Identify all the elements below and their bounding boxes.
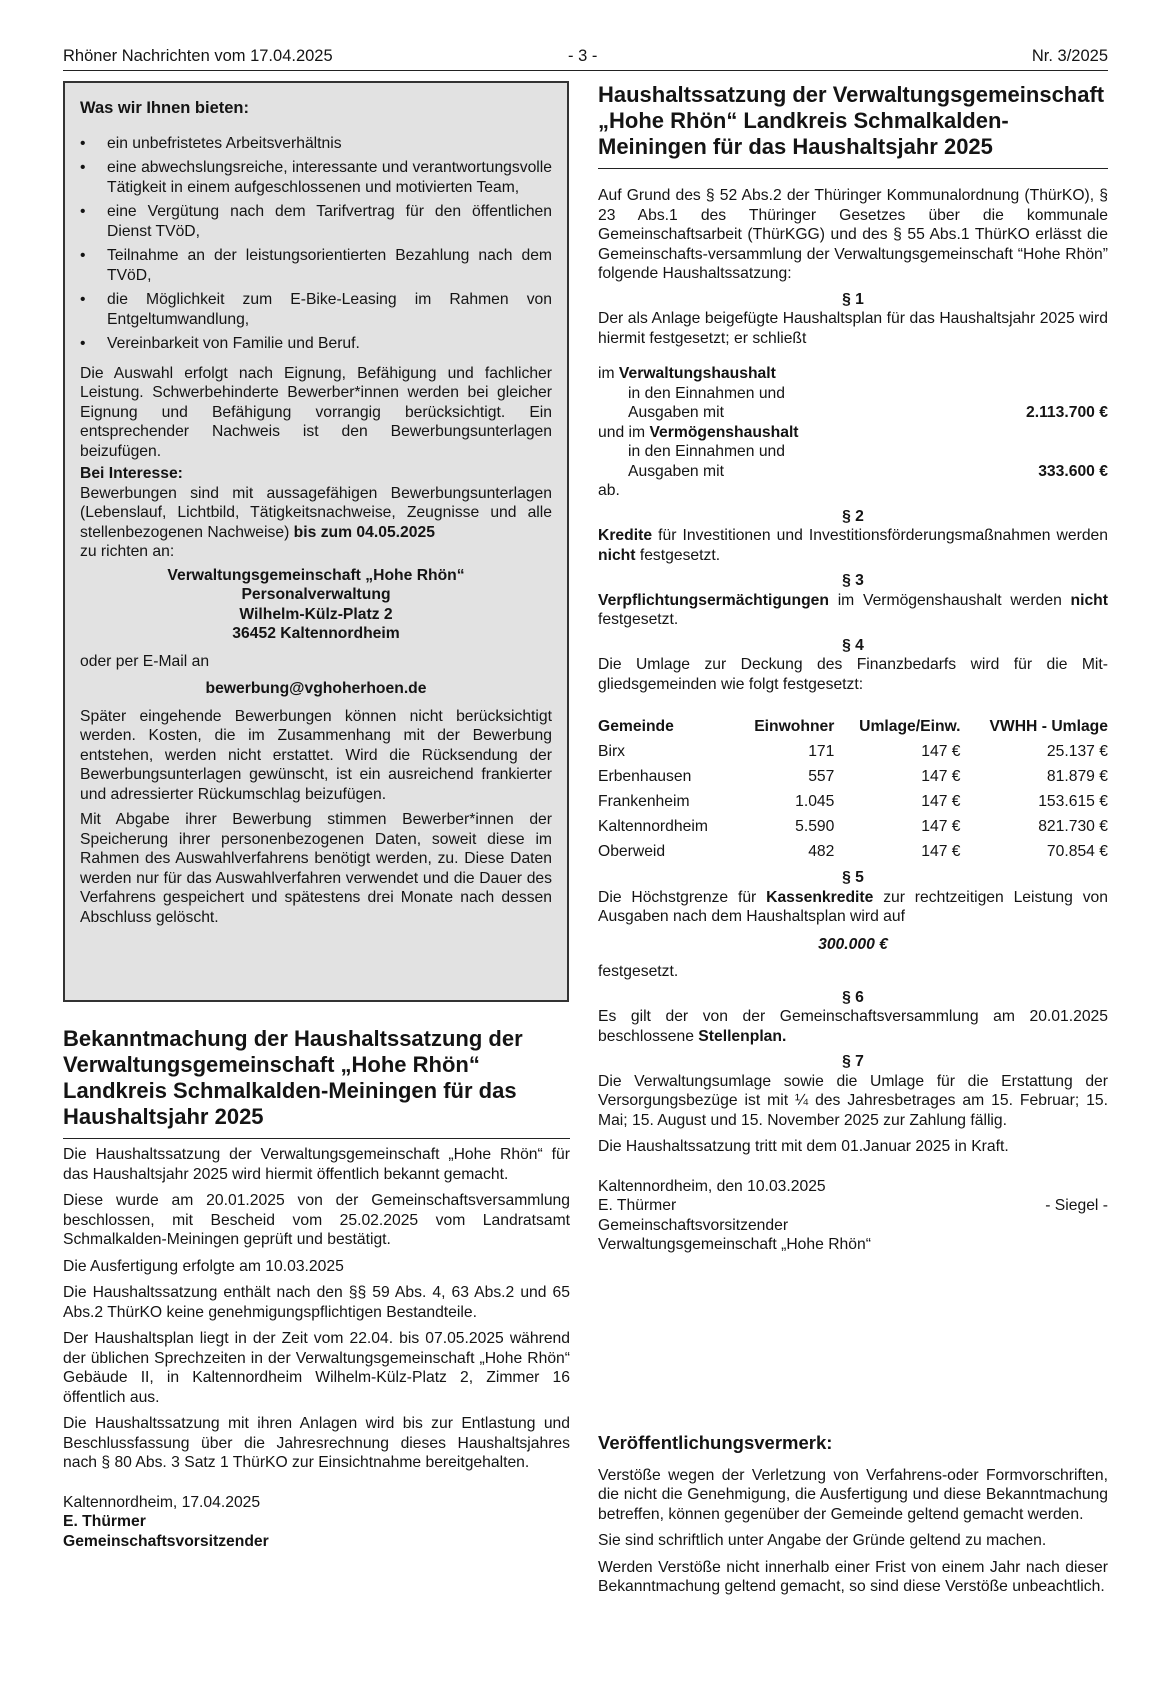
asset-budget-label: und im Vermögenshaushalt bbox=[598, 423, 799, 441]
statute-signer-org: Verwaltungsgemeinschaft „Hohe Rhön“ bbox=[598, 1236, 871, 1253]
list-item: • Vereinbarkeit von Familie und Beruf. bbox=[80, 335, 360, 352]
page-number: - 3 - bbox=[568, 47, 598, 65]
section-5-end: festgesetzt. bbox=[598, 963, 679, 980]
table-row: Birx 171 147 € 25.137 € bbox=[598, 742, 1108, 760]
statute-intro: Auf Grund des § 52 Abs.2 der Thüringer Kommunalordnung (ThürKO), § 23 Abs.1 des Thüringer Gesetzes über die kommunale Gemeinschaftsarbeit (ThürKGG) und des § 55 Abs.1 ThürKO erlässt die Gemeinschafts-versammlung der Verwaltungsgemeinschaft “Hohe Rhön” folgende Haushaltssatzung: bbox=[598, 187, 1108, 282]
closing-ab: ab. bbox=[598, 482, 620, 499]
publication-note-paragraph: Sie sind schriftlich unter Angabe der Gründe geltend zu machen. bbox=[598, 1532, 1047, 1549]
page-header bbox=[63, 47, 1108, 71]
column-header: Umlage/Einw. bbox=[859, 717, 961, 735]
section-2-heading: § 2 bbox=[842, 507, 864, 525]
asset-budget-row: Ausgaben mit 333.600 € bbox=[628, 462, 1108, 480]
column-header: Einwohner bbox=[754, 717, 835, 735]
section-5-heading: § 5 bbox=[842, 869, 864, 886]
statute-signer-role: Gemeinschaftsvorsitzender bbox=[598, 1216, 789, 1234]
interest-text: Bewerbungen sind mit aussagefähigen Bewerbungsunterlagen (Lebenslauf, Lichtbild, Tätigkeitsnachweise, Zeugnisse und alle stellenbezogenen Nachweise) bis zum 04.05.2025 bbox=[80, 484, 552, 541]
announcement-signer-role: Gemeinschaftsvorsitzender bbox=[63, 1532, 269, 1550]
publication-note bbox=[598, 1433, 1108, 1597]
email-intro: oder per E-Mail an bbox=[80, 652, 210, 670]
column-header: VWHH - Umlage bbox=[989, 717, 1108, 735]
income-label: in den Einnahmen und bbox=[628, 384, 785, 402]
statute-signer: E. Thürmer bbox=[598, 1197, 677, 1214]
email-link[interactable]: bewerbung@vghoherhoen.de bbox=[205, 680, 427, 697]
issue-number: Nr. 3/2025 bbox=[1031, 47, 1108, 65]
section-1-text: Der als Anlage beigefügte Haushaltsplan für das Haushaltsjahr 2025 wird hiermit festgesetzt; er schließt bbox=[598, 310, 1108, 347]
seal-label: - Siegel - bbox=[1045, 1197, 1108, 1214]
publication-note-paragraph: Verstöße wegen der Verletzung von Verfahrens-oder Formvorschriften, die nicht die Genehmigung, die Ausfertigung und diese Bekanntmachung betreffen, können gegenüber der Gemeinde geltend gemacht werden. bbox=[598, 1466, 1108, 1523]
offer-list bbox=[80, 134, 552, 354]
table-row: Oberweid 482 147 € 70.854 € bbox=[598, 842, 1108, 860]
asset-budget-amount: 333.600 € bbox=[1038, 462, 1108, 480]
list-item: • eine Vergütung nach dem Tarifvertrag für den öffentlichen Dienst TVöD, bbox=[80, 203, 552, 240]
interest-title: Bei Interesse: bbox=[80, 465, 183, 482]
levy-table bbox=[598, 714, 1108, 864]
list-item: • eine abwechslungsreiche, interessante und verantwortungsvolle Tätigkeit in einem aufgeschlossenen und motivierten Team, bbox=[80, 159, 552, 196]
section-6-heading: § 6 bbox=[842, 988, 864, 1006]
job-offer-box bbox=[63, 81, 569, 1002]
budget-statute-article bbox=[598, 82, 1108, 1255]
deadline: bis zum 04.05.2025 bbox=[293, 523, 435, 541]
section-3-heading: § 3 bbox=[842, 572, 864, 589]
announcement-signer: E. Thürmer bbox=[63, 1513, 146, 1530]
publication-title: Rhöner Nachrichten vom 17.04.2025 bbox=[63, 47, 333, 65]
announcement-paragraph: Die Ausfertigung erfolgte am 10.03.2025 bbox=[63, 1257, 344, 1275]
announcement-paragraph: Die Haushaltssatzung der Verwaltungsgemeinschaft „Hohe Rhön“ für das Haushaltsjahr 2025 wird hiermit öffentlich bekannt gemacht. bbox=[63, 1146, 570, 1183]
send-to-text: zu richten an: bbox=[80, 543, 175, 560]
announcement-paragraph: Die Haushaltssatzung enthält nach den §§ 59 Abs. 4, 63 Abs.2 und 65 Abs.2 ThürKO keine genehmigungspflichtigen Bestandteile. bbox=[63, 1284, 570, 1321]
table-row: Kaltennordheim 5.590 147 € 821.730 € bbox=[598, 817, 1108, 835]
section-5-text: Die Höchstgrenze für Kassenkredite zur rechtzeitigen Leistung von Ausgaben nach dem Haushaltsplan wird auf bbox=[598, 888, 1109, 925]
table-row: Frankenheim 1.045 147 € 153.615 € bbox=[598, 792, 1108, 810]
budget-amounts bbox=[598, 364, 1108, 501]
announcement-paragraph: Der Haushaltsplan liegt in der Zeit vom 22.04. bis 07.05.2025 während der üblichen Sprechzeiten in der Verwaltungsgemeinschaft „Hohe Rhön“ Gebäude II, in Kaltennordheim Wilhelm-Külz-Platz 2, Zimmer 16 öffentlich aus. bbox=[63, 1330, 570, 1406]
section-2-text: Kredite für Investitionen und Investitionsförderungsmaßnahmen werden nicht festgesetzt. bbox=[598, 527, 1108, 564]
announcement-title: Bekanntmachung der Haushaltssatzung der Verwaltungsgemeinschaft „Hohe Rhön“ Landkreis Schmalkalden-Meiningen für das Haushaltsjahr 2025 bbox=[63, 1026, 523, 1129]
header-rule bbox=[63, 70, 1108, 71]
announcement-place-date: Kaltennordheim, 17.04.2025 bbox=[63, 1493, 261, 1511]
effective-date-text: Die Haushaltssatzung tritt mit dem 01.Januar 2025 in Kraft. bbox=[598, 1138, 1009, 1155]
address-block: Verwaltungsgemeinschaft „Hohe Rhön“ Personalverwaltung Wilhelm-Külz-Platz 2 36452 Kaltennordheim bbox=[167, 566, 465, 642]
publication-note-title: Veröffentlichungsvermerk: bbox=[598, 1432, 833, 1453]
section-7-heading: § 7 bbox=[842, 1053, 864, 1070]
publication-note-paragraph: Werden Verstöße nicht innerhalb einer Frist von einem Jahr nach dieser Bekanntmachung geltend gemacht, so sind diese Verstöße unbeachtlich. bbox=[598, 1558, 1108, 1595]
column-header: Gemeinde bbox=[598, 717, 674, 735]
title-rule bbox=[598, 168, 1108, 169]
statute-place-date: Kaltennordheim, den 10.03.2025 bbox=[598, 1177, 826, 1195]
late-applications-text: Später eingehende Bewerbungen können nicht berücksichtigt werden. Kosten, die im Zusammenhang mit der Bewerbung entstehen, werden nicht erstattet. Wird die Rücksendung der Bewerbungsunterlagen gewünscht, ist ein ausreichend frankierter und adressierter Rückumschlag beizufügen. bbox=[80, 707, 552, 803]
section-4-text: Die Umlage zur Deckung des Finanzbedarfs wird für die Mitgliedsgemeinden wie folgt festgesetzt: bbox=[598, 656, 1108, 693]
section-6-text: Es gilt der von der Gemeinschaftsversammlung am 20.01.2025 beschlossene Stellenplan. bbox=[598, 1008, 1108, 1045]
admin-budget-label: im Verwaltungshaushalt bbox=[598, 365, 776, 382]
admin-budget-amount: 2.113.700 € bbox=[1025, 404, 1108, 421]
selection-text: Die Auswahl erfolgt nach Eignung, Befähigung und fachlicher Leistung. Schwerbehinderte Bewerber*innen werden bei gleicher Eignung und Befähigung vorrangig berücksichtigt. Ein entsprechender Nachweis ist den Bewerbungsunterlagen beizufügen. bbox=[80, 364, 552, 460]
section-7-text: Die Verwaltungsumlage sowie die Umlage für die Erstattung der Versorgungsbezüge ist mit ¼ des Jahresbetrages am 15. Februar; 15. Mai; 15. August und 15. November 2025 zur Zahlung fällig. bbox=[598, 1072, 1108, 1129]
announcement-paragraph: Die Haushaltssatzung mit ihren Anlagen wird bis zur Entlastung und Beschlussfassung über die Jahresrechnung dieses Haushaltsjahres nach § 80 Abs. 3 Satz 1 ThürKO zur Einsichtnahme bereitgehalten. bbox=[63, 1415, 570, 1471]
admin-budget-row: Ausgaben mit 2.113.700 € bbox=[628, 404, 1108, 421]
signature-row bbox=[598, 1196, 1108, 1216]
table-row: Erbenhausen 557 147 € 81.879 € bbox=[598, 767, 1108, 785]
privacy-text: Mit Abgabe ihrer Bewerbung stimmen Bewerber*innen der Speicherung ihrer personenbezogenen Daten, soweit diese im Rahmen des Auswahlverfahrens benötigt werden, zu. Diese Daten werden nur für das Auswahlverfahren verwendet und die Dauer des Verfahrens gespeichert und spätestens drei Monate nach dessen Abschluss gelöscht. bbox=[80, 811, 552, 926]
section-1-heading: § 1 bbox=[842, 290, 864, 308]
list-item: • die Möglichkeit zum E-Bike-Leasing im Rahmen von Entgeltumwandlung, bbox=[80, 291, 552, 328]
list-item: • ein unbefristetes Arbeitsverhältnis bbox=[80, 134, 342, 152]
table-header-row bbox=[598, 714, 1108, 739]
income-label: in den Einnahmen und bbox=[628, 443, 785, 460]
announcement-article bbox=[63, 1026, 570, 1551]
offer-title: Was wir Ihnen bieten: bbox=[80, 99, 249, 117]
announcement-paragraph: Diese wurde am 20.01.2025 von der Gemeinschaftsversammlung beschlossen, mit Bescheid vom 25.02.2025 vom Landratsamt Schmalkalden-Meiningen geprüft und bestätigt. bbox=[63, 1192, 570, 1248]
section-4-heading: § 4 bbox=[842, 636, 864, 654]
section-3-text: Verpflichtungsermächtigungen im Vermögenshaushalt werden nicht festgesetzt. bbox=[598, 591, 1108, 628]
title-rule bbox=[63, 1138, 570, 1139]
cash-credit-limit: 300.000 € bbox=[818, 935, 888, 953]
list-item: • Teilnahme an der leistungsorientierten Bezahlung nach dem TVöD, bbox=[80, 247, 552, 284]
statute-title: Haushaltssatzung der Verwaltungsgemeinschaft „Hohe Rhön“ Landkreis Schmalkalden-Meiningen für das Haushaltsjahr 2025 bbox=[598, 82, 1105, 159]
